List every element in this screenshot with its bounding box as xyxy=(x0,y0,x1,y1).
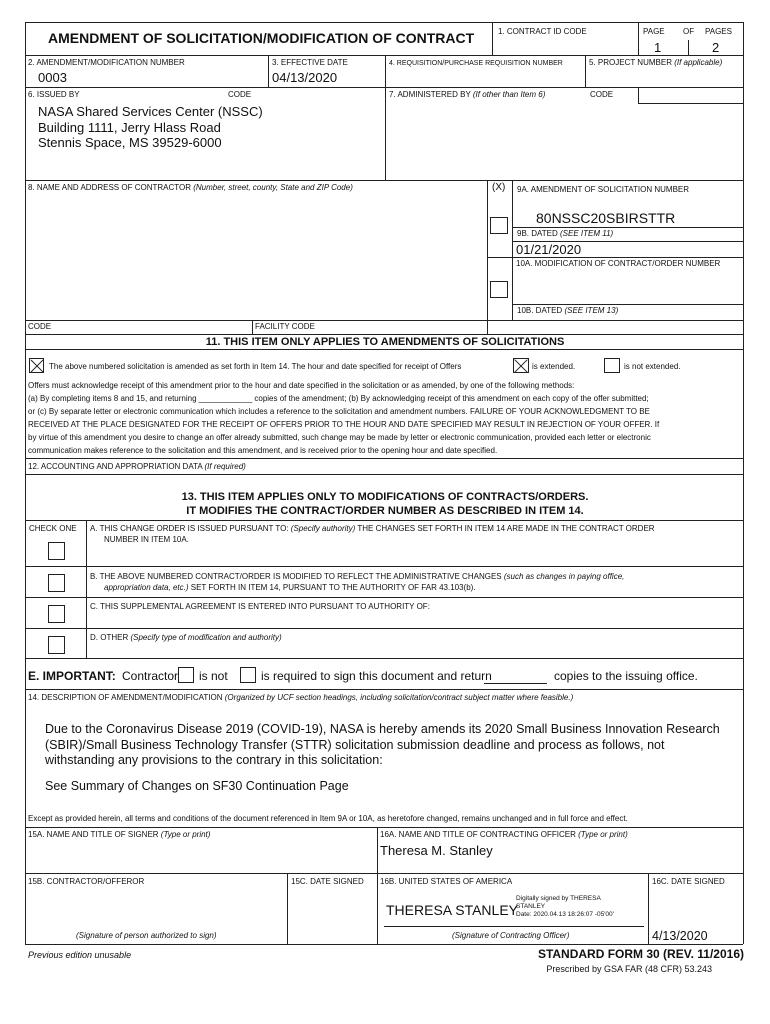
is-not-label: is not xyxy=(199,669,228,683)
item-9b-value[interactable]: 01/21/2020 xyxy=(516,242,582,257)
x-label: (X) xyxy=(492,182,506,193)
important-contractor-label: Contractor xyxy=(122,669,179,683)
section-11-title: 11. THIS ITEM ONLY APPLIES TO AMENDMENTS OF SOLICITATIONS xyxy=(205,336,565,348)
item-9a-value[interactable]: 80NSSC20SBIRSTTR xyxy=(536,210,676,226)
accounting-label: 12. ACCOUNTING AND APPROPRIATION DATA (If required) xyxy=(28,462,246,471)
signer-signature-note: (Signature of person authorized to sign) xyxy=(76,931,217,940)
contractor-offeror-label: 15B. CONTRACTOR/OFFEROR xyxy=(28,877,145,886)
item-11-para-1: Offers must acknowledge receipt of this amendment prior to the hour and date specified in the solicitation or as amended, by one of the following methods: xyxy=(28,381,575,390)
is-extended-checkbox[interactable] xyxy=(513,358,529,373)
item-11-para-6: communication makes reference to the solicitation and this amendment, and is received prior to the opening hour and date specified. xyxy=(28,446,498,455)
item-13a-line-2: NUMBER IN ITEM 10A. xyxy=(104,535,189,544)
digital-sig-line-2: STANLEY xyxy=(516,903,546,910)
page-label: PAGE xyxy=(643,27,665,36)
form-title: AMENDMENT OF SOLICITATION/MODIFICATION OF CONTRACT xyxy=(48,30,475,46)
is-required-checkbox[interactable] xyxy=(240,667,256,683)
previous-edition-note: Previous edition unusable xyxy=(28,950,132,960)
item-13d-checkbox[interactable] xyxy=(48,636,65,654)
page-value: 1 xyxy=(654,40,662,55)
administered-code-label: CODE xyxy=(590,90,614,99)
date-signed-15c-label: 15C. DATE SIGNED xyxy=(291,877,364,886)
contractor-label: 8. NAME AND ADDRESS OF CONTRACTOR (Number, street, county, State and ZIP Code) xyxy=(28,183,353,192)
item-13d-label: D. OTHER (Specify type of modification and authority) xyxy=(90,633,282,642)
item-10b-label: 10B. DATED (SEE ITEM 13) xyxy=(517,306,619,315)
item-13b-line-1: B. THE ABOVE NUMBERED CONTRACT/ORDER IS MODIFIED TO REFLECT THE ADMINISTRATIVE CHANGES (such as changes in paying office, xyxy=(90,572,625,581)
important-label: E. IMPORTANT: xyxy=(28,669,116,683)
item-9b-label: 9B. DATED (SEE ITEM 11) xyxy=(517,229,614,238)
copies-label: copies to the issuing office. xyxy=(554,669,698,683)
is-required-label: is required to sign this document and return xyxy=(261,669,492,683)
check-one-label: CHECK ONE xyxy=(29,524,77,533)
description-body-2: (SBIR)/Small Business Technology Transfer (STTR) solicitation submission deadline and process as follows, not xyxy=(45,738,665,752)
amendment-number-value[interactable]: 0003 xyxy=(38,70,67,85)
item-13a-line-1: A. THIS CHANGE ORDER IS ISSUED PURSUANT TO: (Specify authority) THE CHANGES SET FORTH IN ITEM 14 ARE MADE IN THE CONTRACT ORDER xyxy=(90,524,655,533)
officer-signature-note: (Signature of Contracting Officer) xyxy=(452,931,570,940)
description-label: 14. DESCRIPTION OF AMENDMENT/MODIFICATION (Organized by UCF section headings, including solicitation/contract subject matter where feasible.) xyxy=(28,693,574,702)
is-not-extended-checkbox[interactable] xyxy=(604,358,620,373)
officer-name-value[interactable]: Theresa M. Stanley xyxy=(380,843,493,858)
digital-sig-line-3: Date: 2020.04.13 18:26:07 -05'00' xyxy=(516,911,614,918)
officer-name-label: 16A. NAME AND TITLE OF CONTRACTING OFFICER (Type or print) xyxy=(380,830,628,839)
is-extended-label: is extended. xyxy=(532,362,576,371)
pages-label: PAGES xyxy=(705,27,732,36)
issued-code-label: CODE xyxy=(228,90,252,99)
officer-signature: THERESA STANLEY xyxy=(386,902,519,918)
item-9a-label: 9A. AMENDMENT OF SOLICITATION NUMBER xyxy=(517,185,690,194)
effective-date-label: 3. EFFECTIVE DATE xyxy=(272,58,348,67)
contract-id-label: 1. CONTRACT ID CODE xyxy=(498,27,587,36)
requisition-label: 4. REQUISITION/PURCHASE REQUISITION NUMBER xyxy=(389,60,563,67)
description-body-3: withstanding any provisions to the contrary in this solicitation: xyxy=(45,753,383,767)
administered-by-label: 7. ADMINISTERED BY (If other than Item 6) xyxy=(389,90,546,99)
item-10a-label: 10A. MODIFICATION OF CONTRACT/ORDER NUMBER xyxy=(516,259,721,268)
item-11-amended-checkbox[interactable] xyxy=(29,358,44,373)
item-13c-checkbox[interactable] xyxy=(48,605,65,623)
issued-by-label: 6. ISSUED BY xyxy=(28,90,80,99)
item-13b-line-2: appropriation data, etc.) SET FORTH IN ITEM 14, PURSUANT TO THE AUTHORITY OF FAR 43.103(b). xyxy=(104,583,476,592)
date-signed-16c-label: 16C. DATE SIGNED xyxy=(652,877,725,886)
date-signed-value[interactable]: 4/13/2020 xyxy=(652,929,708,943)
is-not-checkbox[interactable] xyxy=(178,667,194,683)
item-10-checkbox[interactable] xyxy=(490,281,508,298)
section-13-title-2: IT MODIFIES THE CONTRACT/ORDER NUMBER AS DESCRIBED IN ITEM 14. xyxy=(186,505,584,517)
issued-by-line-3: Stennis Space, MS 39529-6000 xyxy=(38,135,222,150)
signer-name-label: 15A. NAME AND TITLE OF SIGNER (Type or print) xyxy=(28,830,211,839)
item-11-para-4: RECEIVED AT THE PLACE DESIGNATED FOR THE RECEIPT OF OFFERS PRIOR TO THE HOUR AND DATE SPECIFIED MAY RESULT IN REJECTION OF YOUR OFFER. If xyxy=(28,420,660,429)
facility-code-label: FACILITY CODE xyxy=(255,322,315,331)
issued-by-line-1: NASA Shared Services Center (NSSC) xyxy=(38,104,263,119)
usa-label: 16B. UNITED STATES OF AMERICA xyxy=(380,877,513,886)
item-13a-checkbox[interactable] xyxy=(48,542,65,560)
item-13c-label: C. THIS SUPPLEMENTAL AGREEMENT IS ENTERED INTO PURSUANT TO AUTHORITY OF: xyxy=(90,602,430,611)
digital-sig-line-1: Digitally signed by THERESA xyxy=(516,895,601,902)
description-body-4: See Summary of Changes on SF30 Continuation Page xyxy=(45,779,349,793)
is-not-extended-label: is not extended. xyxy=(624,362,681,371)
item-11-line-1: The above numbered solicitation is amended as set forth in Item 14. The hour and date specified for receipt of Offers xyxy=(49,362,462,371)
effective-date-value[interactable]: 04/13/2020 xyxy=(272,70,338,85)
item-11-para-2: (a) By completing items 8 and 15, and returning ____________ copies of the amendment; (b) By acknowledging receipt of this amendment on each copy of the offer submitted; xyxy=(28,394,649,403)
prescribed-note: Prescribed by GSA FAR (48 CFR) 53.243 xyxy=(546,964,712,974)
copies-blank[interactable] xyxy=(484,683,547,684)
issued-by-line-2: Building 1111, Jerry Hlass Road xyxy=(38,120,221,135)
project-number-label: 5. PROJECT NUMBER (If applicable) xyxy=(589,58,723,67)
except-text: Except as provided herein, all terms and conditions of the document referenced in Item 9A or 10A, as heretofore changed, remains unchanged and in full force and effect. xyxy=(28,814,628,823)
item-11-para-3: or (c) By separate letter or electronic communication which includes a reference to the solicitation and amendment numbers. FAILURE OF YOUR ACKNOWLEDGMENT TO BE xyxy=(28,407,650,416)
item-11-para-5: by virtue of this amendment you desire to change an offer already submitted, such change may be made by letter or electronic communication, provided each letter or electronic xyxy=(28,433,651,442)
pages-value: 2 xyxy=(712,40,720,55)
item-9-checkbox[interactable] xyxy=(490,217,508,234)
form-number: STANDARD FORM 30 (REV. 11/2016) xyxy=(537,947,744,961)
amendment-number-label: 2. AMENDMENT/MODIFICATION NUMBER xyxy=(28,58,185,67)
description-body-1: Due to the Coronavirus Disease 2019 (COVID-19), NASA is hereby amends its 2020 Small Business Innovation Research xyxy=(45,722,720,736)
of-label: OF xyxy=(683,27,695,36)
item-13b-checkbox[interactable] xyxy=(48,574,65,592)
contractor-code-label: CODE xyxy=(28,322,52,331)
section-13-title-1: 13. THIS ITEM APPLIES ONLY TO MODIFICATIONS OF CONTRACTS/ORDERS. xyxy=(181,491,589,503)
